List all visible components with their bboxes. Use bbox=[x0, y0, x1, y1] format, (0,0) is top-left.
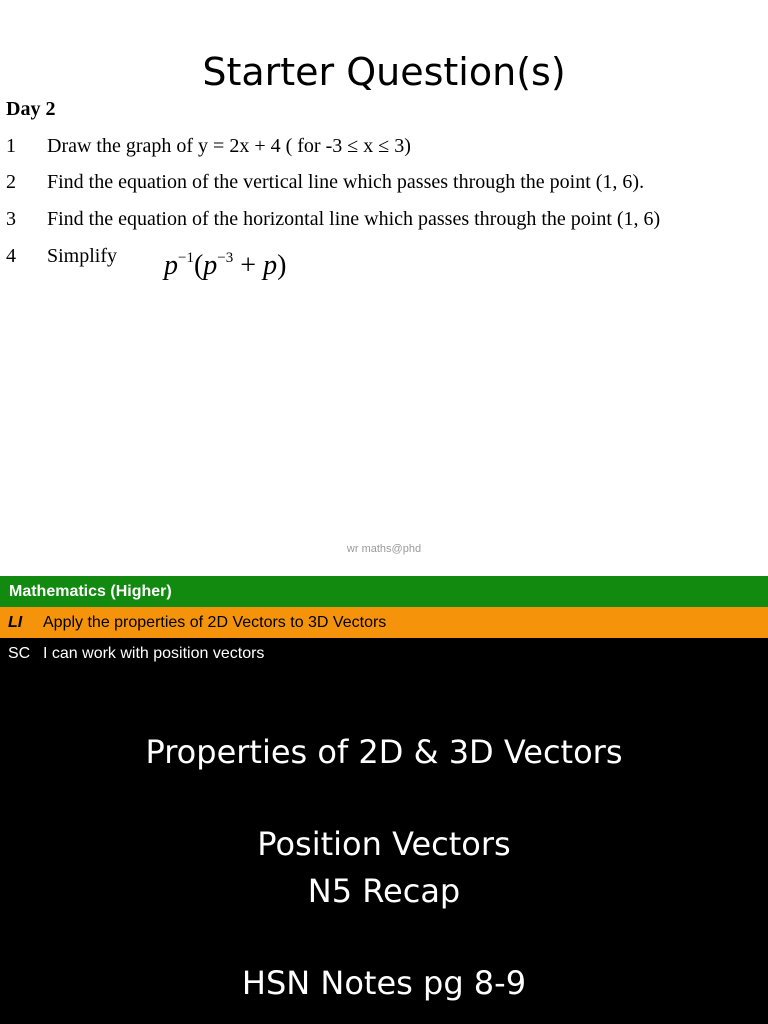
question-text: Find the equation of the vertical line which passes through the point (1, 6). bbox=[47, 171, 645, 193]
question-number: 4 bbox=[6, 245, 16, 267]
question-text: Find the equation of the horizontal line which passes through the point (1, 6) bbox=[47, 208, 661, 230]
question-number: 3 bbox=[6, 208, 16, 230]
question-number: 1 bbox=[6, 135, 16, 157]
expr-open-paren: ( bbox=[193, 250, 204, 281]
expr-base-p: p bbox=[164, 250, 178, 281]
question-text: Simplify bbox=[47, 245, 118, 267]
learning-intention-bar bbox=[0, 607, 768, 638]
expr-inner-p: p bbox=[203, 250, 218, 281]
expr-plus: + bbox=[233, 250, 264, 281]
li-text: Apply the properties of 2D Vectors to 3D Vectors bbox=[43, 614, 387, 631]
topic-line-2: Position Vectors bbox=[257, 825, 511, 863]
expr-exponent-1: −1 bbox=[178, 250, 194, 266]
expr-term-p: p bbox=[263, 250, 278, 281]
sc-text: I can work with position vectors bbox=[43, 645, 265, 662]
course-title: Mathematics (Higher) bbox=[9, 583, 172, 600]
expr-exponent-2: −3 bbox=[217, 250, 234, 266]
simplify-expression bbox=[164, 250, 286, 282]
question-3 bbox=[6, 208, 660, 231]
course-bar bbox=[0, 576, 768, 607]
expr-close-paren: ) bbox=[277, 250, 287, 281]
question-2 bbox=[6, 171, 644, 194]
question-4 bbox=[6, 245, 117, 268]
sc-tag: SC bbox=[8, 645, 31, 662]
success-criteria-bar bbox=[0, 638, 768, 669]
slide-title: Starter Question(s) bbox=[202, 50, 566, 94]
topic-line-1: Properties of 2D & 3D Vectors bbox=[145, 733, 623, 771]
question-1 bbox=[6, 135, 411, 158]
topic-line-4: HSN Notes pg 8-9 bbox=[241, 964, 527, 1002]
li-tag: LI bbox=[8, 614, 23, 631]
day-label: Day 2 bbox=[6, 98, 56, 120]
question-number: 2 bbox=[6, 171, 16, 193]
question-text: Draw the graph of y = 2x + 4 ( for -3 ≤ x ≤ 3) bbox=[47, 135, 411, 157]
topic-line-3: N5 Recap bbox=[307, 872, 461, 910]
watermark: wr maths@phd bbox=[346, 543, 422, 555]
